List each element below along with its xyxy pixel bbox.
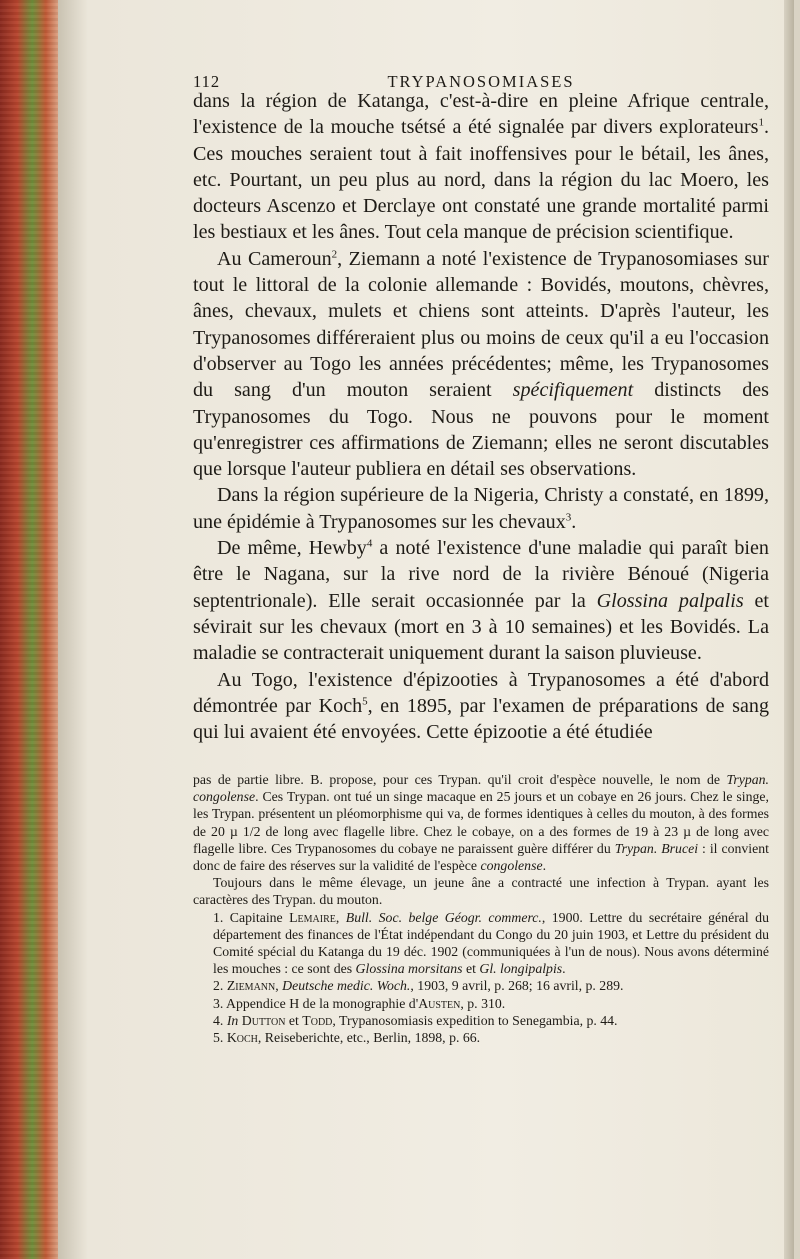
paragraph-4: De même, Hewby$^4$ a noté l'existence d'une maladie qui paraît bien être le Nagana, sur la rive nord de la rivière Bénoué (Nigeria septentrionale). Elle serait occasionnée par la Glossina palpalis et sévirait sur les chevaux (mort en 3 à 10 semaines) et les Bovidés. La maladie se contracterait uniquement durant la saison pluvieuse. [193, 537, 769, 665]
paragraph-1: dans la région de Katanga, c'est-à-dire en pleine Afrique centrale, l'existence de la mouche tsétsé a été signalée par divers explorateurs$^1$. Ces mouches seraient tout à fait inoffensives pour le bétail, les ânes, etc. Pourtant, un peu plus au nord, dans la région du lac Moero, les docteurs Ascenzo et Derclaye ont constaté une grande mortalité parmi les bestiaux et les ânes. Tout cela manque de précision scientifique. [193, 90, 769, 244]
footnote-1: 1. Capitaine Lemaire, Bull. Soc. belge Géogr. commerc., 1900. Lettre du secrétaire général du département des finances de l'État indépendant du Congo du 20 juin 1903, et Lettre du président du Comité spécial du Katanga du 19 déc. 1902 (communiquées à l'un de nous). Nous avons déterminé les mouches : ce sont des Glossina morsitans et Gl. longipalpis. [213, 909, 769, 977]
footnote-continuation: pas de partie libre. B. propose, pour ces Trypan. qu'il croit d'espèce nouvelle, le nom de Trypan. congolense. Ces Trypan. ont tué un singe macaque en 25 jours et un cobaye en 26 jours. Chez le singe, les Trypan. présentent un pléomorphisme qui va, de formes identiques à celles du mouton, à des formes de 20 µ 1/2 de long avec flagelle libre. Chez le cobaye, on a des formes de 19 à 23 µ de long avec flagelle libre. Ces Trypanosomes du cobaye ne paraissent guère différer du Trypan. Brucei : il convient donc de faire des réserves sur la validité de l'espèce congolense. [193, 772, 769, 874]
footnote-ref-2: 2 [331, 248, 338, 261]
running-title: TRYPANOSOMIASES [387, 72, 575, 91]
footnote-5: 5. Koch, Reiseberichte, etc., Berlin, 1898, p. 66. [213, 1030, 481, 1046]
footnote-4: 4. In Dutton et Todd, Trypanosomiasis expedition to Senegambia, p. 44. [213, 1012, 618, 1028]
paragraph-5: Au Togo, l'existence d'épizooties à Trypanosomes a été d'abord démontrée par Koch$^5$, en 1895, par l'examen de préparations de sang qui lui avaient été envoyées. Cette épizootie a été étudiée [193, 668, 769, 744]
book-binding-edge [0, 0, 62, 1259]
footnote-3: 3. Appendice H de la monographie d'Austen, p. 310. [213, 995, 506, 1011]
footnote-ref-5: 5 [362, 695, 368, 708]
footnote-continuation-2: Toujours dans le même élevage, un jeune âne a contracté une infection à Trypan. ayant les caractères des Trypan. du mouton. [193, 875, 769, 908]
footnote-ref-3: 3 [565, 511, 572, 524]
footnote-2: 2. Ziemann, Deutsche medic. Woch., 1903, 9 avril, p. 268; 16 avril, p. 289. [213, 978, 624, 994]
paragraph-2: Au Cameroun$^2$, Ziemann a noté l'existence de Trypanosomiases sur tout le littoral de la colonie allemande : Bovidés, moutons, chèvres, ânes, chevaux, mulets et chiens sont atteints. D'après l'auteur, les Trypanosomes différeraient plus ou moins de ceux qu'il a eu l'occasion d'observer au Togo les années précédentes; même, les Trypanosomes du sang d'un mouton seraient spécifiquement distincts des Trypanosomes du Togo. Nous ne pouvons pour le moment qu'enregistrer ces affirmations de Ziemann; elles ne seront discutables que lorsque l'auteur publiera en détail ses observations. [193, 247, 769, 481]
page-number: 112 [193, 72, 221, 91]
footnote-ref-1: 1 [758, 116, 764, 129]
footnote-ref-4: 4 [366, 537, 373, 550]
page-right-edge [784, 0, 794, 1259]
paragraph-3: Dans la région supérieure de la Nigeria, Christy a constaté, en 1899, une épidémie à Trypanosomes sur les chevaux$^3$. [193, 484, 769, 533]
footnotes [193, 771, 769, 1046]
body-text [193, 88, 769, 745]
